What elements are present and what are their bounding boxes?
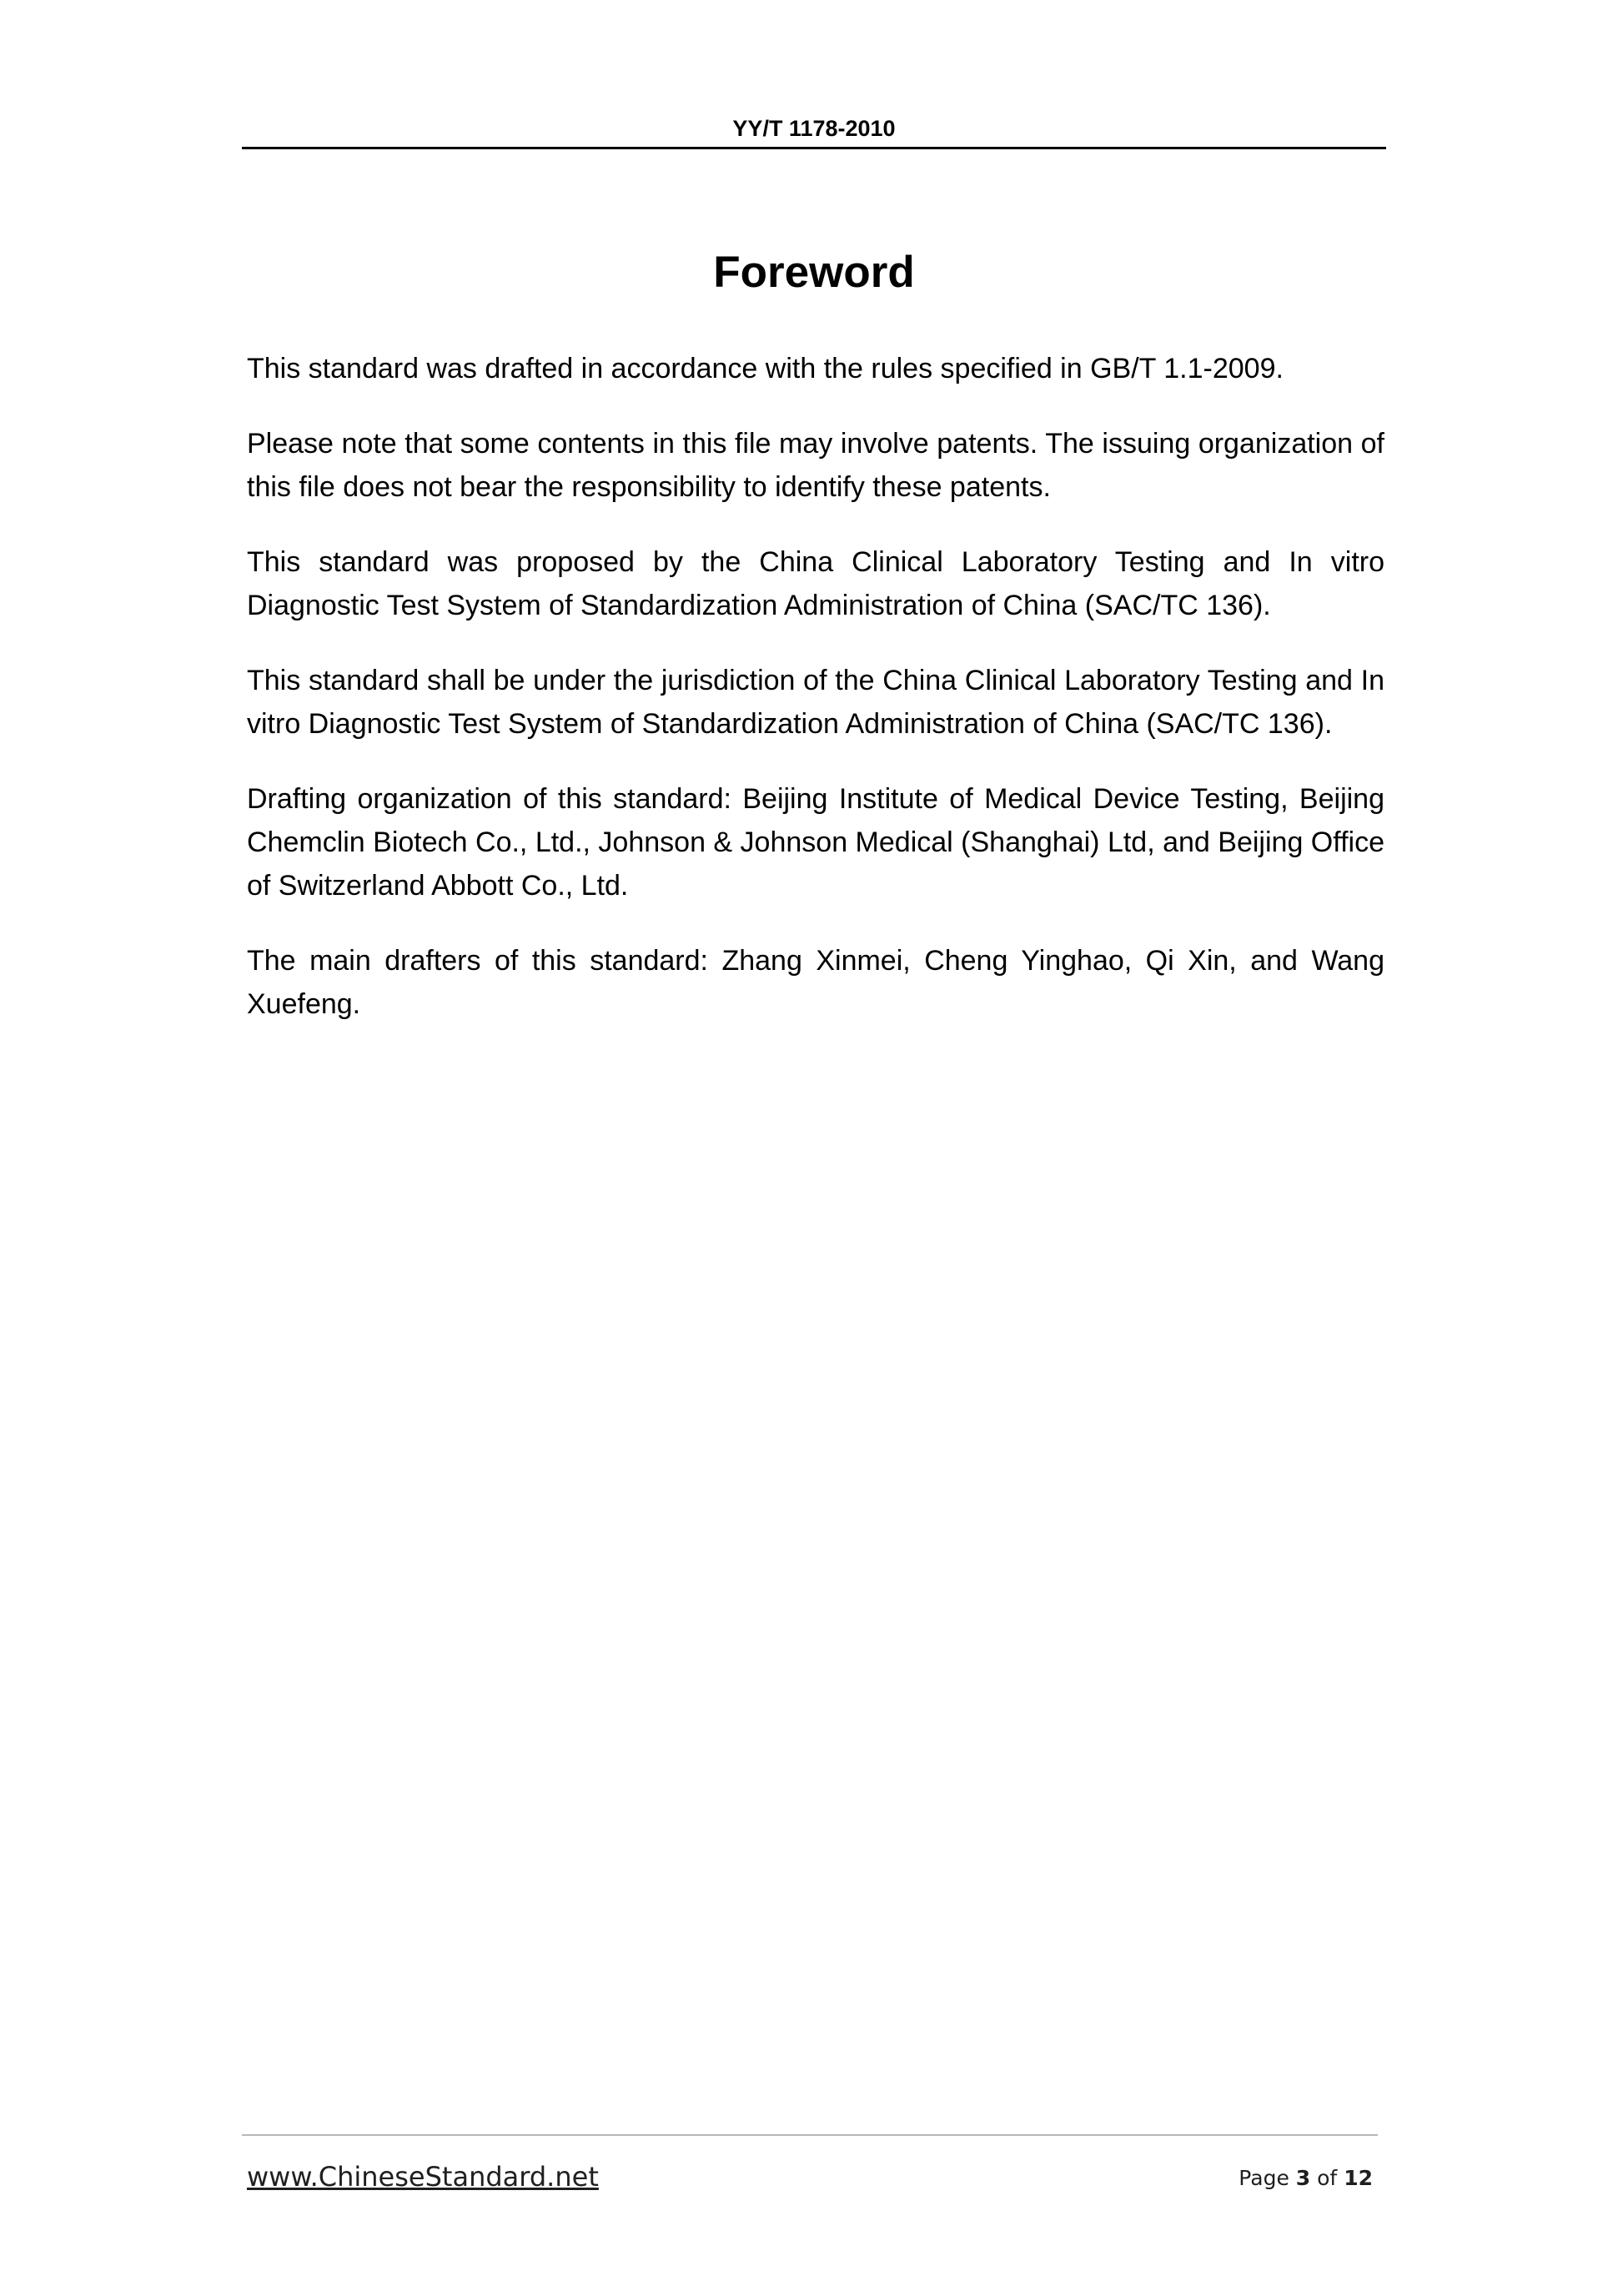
footer-website-link[interactable]: www.ChineseStandard.net — [247, 2161, 599, 2193]
header-standard-code: YY/T 1178-2010 — [732, 116, 896, 141]
paragraph-drafting-organization: Drafting organization of this standard: Beijing Institute of Medical Device Testing, Beijing Chemclin Biotech Co., Ltd., Johnson & Johnson Medical (Shanghai) Ltd, and Beijing Office of Switzerland Abbott Co., Ltd. — [247, 783, 1384, 902]
footer-rule — [242, 2134, 1378, 2136]
paragraph-proposed-by: This standard was proposed by the China Clinical Laboratory Testing and In vitro Diagnostic Test System of Standardization Administration of China (SAC/TC 136). — [247, 546, 1384, 621]
page-total: 12 — [1344, 2166, 1373, 2190]
page-of: of — [1317, 2166, 1338, 2190]
page-label: Page — [1239, 2166, 1289, 2190]
page-title: Foreword — [713, 248, 915, 297]
footer-page-number — [1239, 2163, 1373, 2193]
paragraph-drafting-rules: This standard was drafted in accordance with the rules specified in GB/T 1.1-2009. — [247, 353, 1284, 384]
header-rule — [242, 147, 1386, 149]
paragraph-patent-note: Please note that some contents in this file may involve patents. The issuing organization of this file does not bear the responsibility to identify these patents. — [247, 428, 1384, 503]
paragraph-main-drafters: The main drafters of this standard: Zhang Xinmei, Cheng Yinghao, Qi Xin, and Wang Xuefeng. — [247, 945, 1384, 1020]
foreword-body — [247, 347, 1384, 1058]
paragraph-jurisdiction: This standard shall be under the jurisdiction of the China Clinical Laboratory Testing and In vitro Diagnostic Test System of Standardization Administration of China (SAC/TC 136). — [247, 665, 1384, 740]
page-current: 3 — [1295, 2166, 1311, 2190]
